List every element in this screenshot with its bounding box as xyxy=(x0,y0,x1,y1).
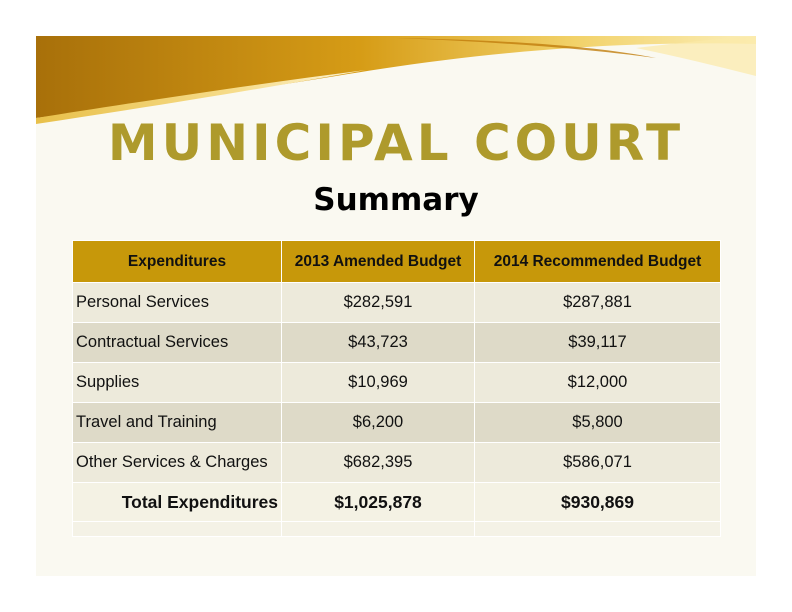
row-2014-value: $12,000 xyxy=(475,363,721,403)
row-label: Supplies xyxy=(73,363,282,403)
row-2014-value: $5,800 xyxy=(475,403,721,443)
total-label: Total Expenditures xyxy=(73,483,282,522)
blank-row xyxy=(73,522,721,537)
page-title: MUNICIPAL COURT xyxy=(107,114,685,172)
blank-cell xyxy=(475,522,721,537)
row-label: Travel and Training xyxy=(73,403,282,443)
header-expenditures: Expenditures xyxy=(73,241,282,283)
total-2013-value: $1,025,878 xyxy=(282,483,475,522)
row-2014-value: $287,881 xyxy=(475,283,721,323)
total-2014-value: $930,869 xyxy=(475,483,721,522)
row-2013-value: $282,591 xyxy=(282,283,475,323)
header-2014-recommended-budget: 2014 Recommended Budget xyxy=(475,241,721,283)
table-row xyxy=(73,363,721,403)
row-label: Other Services & Charges xyxy=(73,443,282,483)
row-2013-value: $6,200 xyxy=(282,403,475,443)
row-2014-value: $39,117 xyxy=(475,323,721,363)
table-row xyxy=(73,323,721,363)
total-row xyxy=(73,483,721,522)
row-label: Contractual Services xyxy=(73,323,282,363)
slide xyxy=(36,36,756,576)
decorative-swoosh xyxy=(36,36,756,126)
row-2014-value: $586,071 xyxy=(475,443,721,483)
table-row xyxy=(73,443,721,483)
table-header-row xyxy=(73,241,721,283)
row-2013-value: $682,395 xyxy=(282,443,475,483)
table-row xyxy=(73,403,721,443)
blank-cell xyxy=(73,522,282,537)
row-label: Personal Services xyxy=(73,283,282,323)
header-2013-amended-budget: 2013 Amended Budget xyxy=(282,241,475,283)
table-row xyxy=(73,283,721,323)
page-subtitle: Summary xyxy=(313,182,479,218)
expenditure-table xyxy=(72,240,721,537)
row-2013-value: $10,969 xyxy=(282,363,475,403)
row-2013-value: $43,723 xyxy=(282,323,475,363)
blank-cell xyxy=(282,522,475,537)
